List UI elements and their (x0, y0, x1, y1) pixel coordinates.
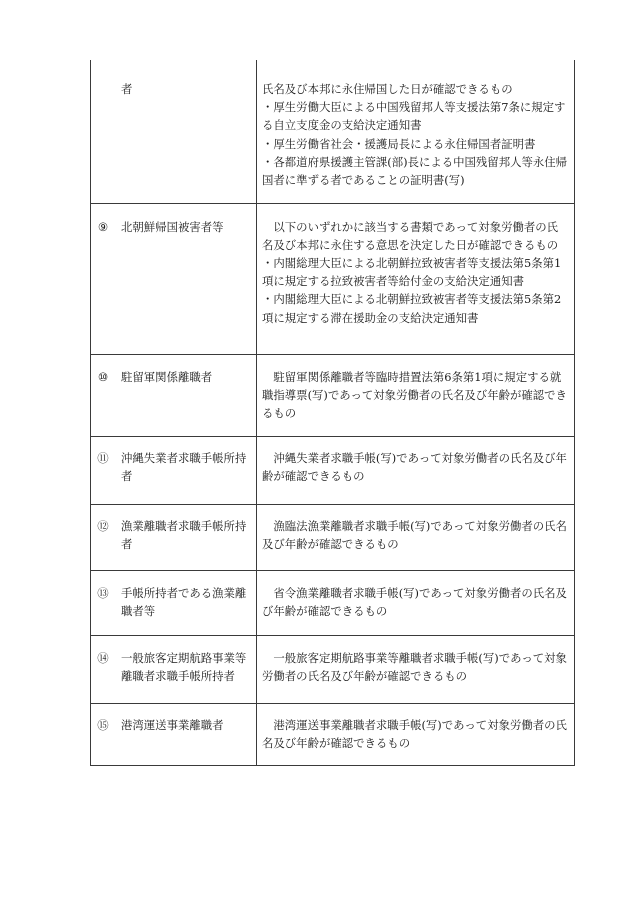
document-bullet: ・内閣総理大臣による北朝鮮拉致被害者等支援法第5条第1項に規定する拉致被害者等給付金の支給決定通知書 (262, 255, 562, 289)
table-row (91, 203, 575, 354)
requirements-table (90, 60, 575, 766)
item-number: ⑭ (97, 650, 109, 665)
document-line: 氏名及び本邦に永住帰国した日が確認できるもの (262, 82, 513, 96)
item-number: ⑬ (97, 585, 109, 600)
category-cell (91, 203, 257, 354)
document-bullet: ・厚生労働大臣による中国残留邦人等支援法第7条に規定する自立支度金の支給決定通知書 (262, 100, 566, 133)
document-bullet: ・厚生労働省社会・援護局長による永住帰国者証明書 (262, 136, 536, 151)
item-number: ⑨ (97, 219, 109, 234)
document-description: 沖縄失業者求職手帳(写)であって対象労働者の氏名及び年齢が確認できるもの (262, 450, 567, 483)
category-name: 港湾運送事業離職者 (121, 717, 224, 732)
document-cell (257, 60, 575, 203)
document-description: 一般旅客定期航路事業等離職者求職手帳(写)であって対象労働者の氏名及び年齢が確認できるもの (262, 650, 567, 683)
table-body (91, 60, 575, 765)
document-cell (257, 436, 575, 504)
document-cell (257, 635, 575, 703)
category-cell (91, 504, 257, 570)
document-cell (257, 570, 575, 635)
item-number: ⑫ (97, 518, 109, 533)
document-description: 省令漁業離職者求職手帳(写)であって対象労働者の氏名及び年齢が確認できるもの (262, 585, 567, 618)
category-name: 手帳所持者である漁業離職者等 (121, 585, 247, 618)
category-name: 沖縄失業者求職手帳所持者 (121, 450, 247, 483)
category-cell (91, 570, 257, 635)
category-cell (91, 60, 257, 203)
category-name: 漁業離職者求職手帳所持者 (121, 518, 247, 551)
table-row (91, 635, 575, 703)
category-name: 者 (121, 82, 133, 96)
document-description: 漁臨法漁業離職者求職手帳(写)であって対象労働者の氏名及び年齢が確認できるもの (262, 518, 567, 551)
document-cell (257, 203, 575, 354)
table-row (91, 570, 575, 635)
document-bullet: ・各都道府県援護主管課(部)長による中国残留邦人等永住帰国者に準ずる者であることの証明書(写) (262, 154, 568, 188)
document-description: 以下のいずれかに該当する書類であって対象労働者の氏名及び本邦に永住する意思を決定した日が確認できるもの (262, 219, 559, 252)
document-description: 港湾運送事業離職者求職手帳(写)であって対象労働者の氏名及び年齢が確認できるもの (262, 717, 567, 750)
document-cell (257, 703, 575, 765)
document-cell (257, 504, 575, 570)
item-number: ⑮ (97, 717, 109, 732)
category-name: 北朝鮮帰国被害者等 (121, 219, 224, 234)
category-name: 駐留軍関係離職者 (121, 369, 213, 384)
item-number: ⑩ (97, 369, 109, 384)
category-cell (91, 635, 257, 703)
document-description: 駐留軍関係離職者等臨時措置法第6条第1項に規定する就職指導票(写)であって対象労働者の氏名及び年齢が確認できるもの (262, 369, 567, 420)
category-cell (91, 436, 257, 504)
category-cell (91, 703, 257, 765)
document-cell (257, 354, 575, 436)
item-number: ⑪ (97, 450, 109, 465)
category-cell (91, 354, 257, 436)
category-name: 一般旅客定期航路事業等離職者求職手帳所持者 (121, 650, 247, 683)
table-row (91, 504, 575, 570)
table-row (91, 436, 575, 504)
document-bullet: ・内閣総理大臣による北朝鮮拉致被害者等支援法第5条第2項に規定する滞在援助金の支給決定通知書 (262, 292, 562, 325)
table-row (91, 354, 575, 436)
table-row (91, 703, 575, 765)
table-row (91, 60, 575, 203)
